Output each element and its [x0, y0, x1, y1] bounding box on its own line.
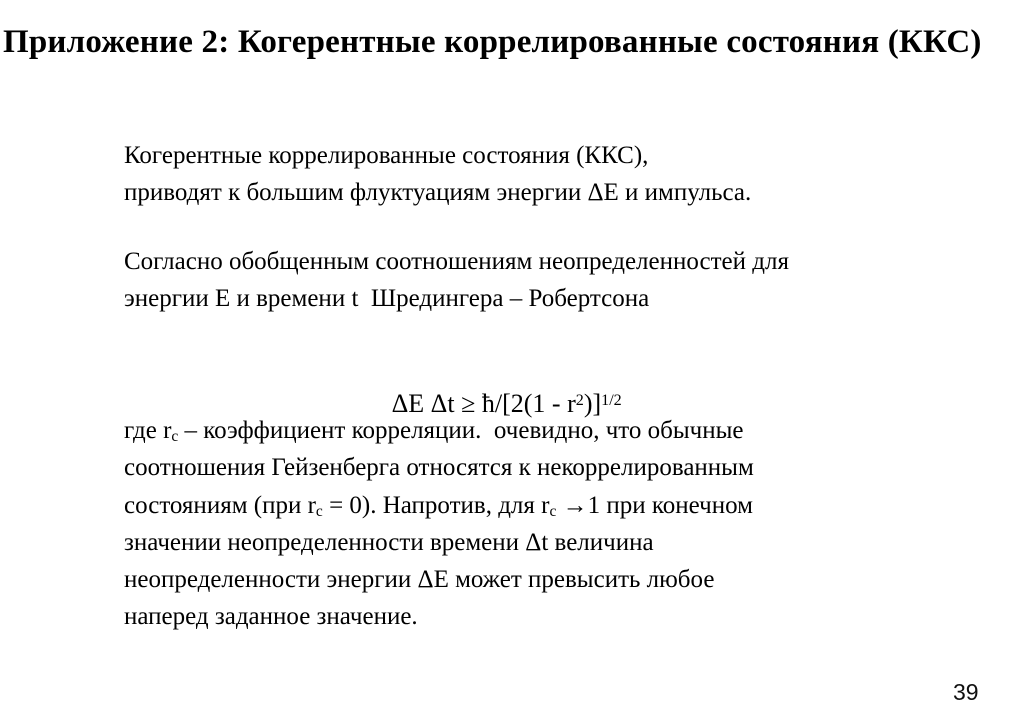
text-segment: где r	[124, 417, 172, 444]
paragraph-uncertainty-relations	[124, 243, 789, 318]
subscript-c: c	[171, 428, 179, 446]
formula-segment: )]	[583, 389, 602, 419]
slide-title: Приложение 2: Когерентные коррелированные состояния (ККС)	[3, 24, 982, 60]
text-line: энергии E и времени t Шредингера – Робертсона	[124, 285, 650, 313]
formula-segment: ΔE Δt ≥ ħ/[2(1 - r	[391, 389, 576, 419]
text-line: Согласно обобщенным соотношениям неопределенностей для	[124, 248, 789, 275]
text-line: Когерентные коррелированные состояния (ККС),	[124, 142, 649, 169]
text-segment: состояниям (при r	[124, 491, 316, 519]
text-line: значении неопределенности времени Δt величина	[124, 528, 654, 556]
subscript-c: c	[315, 503, 323, 520]
formula-superscript-half: 1/2	[601, 392, 622, 410]
text-line	[124, 487, 754, 524]
text-segment: = 0). Напротив, для r	[322, 491, 550, 519]
text-line: неопределенности энергии ΔE может превысить любое	[124, 566, 715, 594]
paragraph-intro	[124, 137, 751, 212]
formula-superscript-2: 2	[575, 392, 584, 410]
text-line: приводят к большим флуктуациям энергии ΔE и импульса.	[124, 179, 752, 207]
text-segment: – коэффициент корреляции. очевидно, что обычные	[178, 417, 744, 444]
text-line: соотношения Гейзенберга относятся к некоррелированным	[124, 454, 754, 482]
text-line: наперед заданное значение.	[124, 603, 418, 631]
text-segment: →1 при конечном	[556, 491, 753, 519]
paragraph-discussion	[124, 412, 754, 636]
subscript-c: c	[549, 503, 557, 520]
text-line	[124, 412, 754, 449]
page-number: 39	[953, 679, 979, 705]
